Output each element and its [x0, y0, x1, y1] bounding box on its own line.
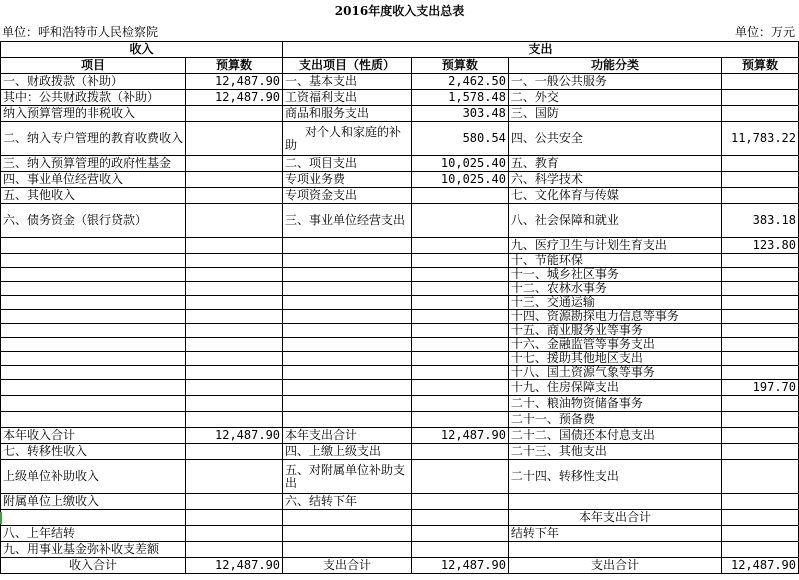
expense-budget-cell [411, 352, 508, 366]
table-row [1, 494, 799, 510]
col-expense-item: 支出项目（性质） [283, 58, 412, 74]
income-cell [1, 510, 186, 526]
expense-cell: 一、基本支出 [283, 74, 412, 90]
function-budget-cell [722, 268, 799, 282]
expense-total-cell: 本年支出合计 [283, 428, 412, 444]
income-cell [1, 238, 186, 254]
income-budget-cell [186, 444, 283, 460]
function-budget-cell [722, 412, 799, 428]
expense-cell [283, 366, 412, 380]
unit-money: 单位：万元 [734, 25, 795, 39]
function-budget-cell: 197.70 [722, 380, 799, 396]
table-row [1, 558, 799, 574]
expense-budget-cell: 10,025.40 [411, 156, 508, 172]
expense-budget-cell [411, 460, 508, 494]
function-budget-cell [722, 106, 799, 122]
income-cell: 九、用事业基金弥补收支差额 [1, 542, 186, 558]
function-budget-cell [722, 188, 799, 204]
expense-cell [283, 238, 412, 254]
income-budget-cell [186, 188, 283, 204]
function-cell: 二十、粮油物资储备事务 [508, 396, 721, 412]
expense-budget-cell [411, 188, 508, 204]
function-grand-total-cell: 支出合计 [508, 558, 721, 574]
cell-selection-marker [0, 512, 2, 524]
table-row [1, 324, 799, 338]
expense-budget-cell: 2,462.50 [411, 74, 508, 90]
function-cell: 十四、资源勘探电力信息等事务 [508, 310, 721, 324]
table-row [1, 254, 799, 268]
expense-budget-cell: 12,487.90 [411, 558, 508, 574]
function-budget-cell [722, 460, 799, 494]
function-cell: 二十四、转移性支出 [508, 460, 721, 494]
expense-budget-cell [411, 494, 508, 510]
expense-budget-cell [411, 396, 508, 412]
table-row [1, 90, 799, 106]
income-budget-cell [186, 412, 283, 428]
income-cell [1, 310, 186, 324]
table-row [1, 366, 799, 380]
expense-budget-cell [411, 380, 508, 396]
expense-cell [283, 282, 412, 296]
function-budget-cell: 123.80 [722, 238, 799, 254]
expense-budget-cell: 12,487.90 [411, 428, 508, 444]
income-cell [1, 338, 186, 352]
expense-cell: 商品和服务支出 [283, 106, 412, 122]
function-cell: 十二、农林水事务 [508, 282, 721, 296]
function-cell: 结转下年 [508, 526, 721, 542]
income-budget-cell [186, 352, 283, 366]
function-budget-cell [722, 74, 799, 90]
income-budget-cell [186, 296, 283, 310]
income-cell [1, 380, 186, 396]
income-cell [1, 352, 186, 366]
expense-cell: 专项资金支出 [283, 188, 412, 204]
function-cell: 十八、国土资源气象等事务 [508, 366, 721, 380]
income-budget-cell [186, 526, 283, 542]
expense-budget-cell [411, 412, 508, 428]
function-cell: 六、科学技术 [508, 172, 721, 188]
expense-cell [283, 380, 412, 396]
income-cell [1, 296, 186, 310]
expense-budget-cell: 10,025.40 [411, 172, 508, 188]
function-cell: 八、社会保障和就业 [508, 204, 721, 238]
income-cell [1, 254, 186, 268]
function-cell: 十三、交通运输 [508, 296, 721, 310]
table-row [1, 444, 799, 460]
function-cell [508, 542, 721, 558]
income-cell [1, 412, 186, 428]
expense-cell [283, 510, 412, 526]
expense-cell [283, 526, 412, 542]
expense-budget-cell [411, 238, 508, 254]
function-cell: 十九、住房保障支出 [508, 380, 721, 396]
income-budget-cell [186, 542, 283, 558]
col-budget2: 预算数 [411, 58, 508, 74]
expense-budget-cell [411, 366, 508, 380]
function-budget-cell [722, 428, 799, 444]
income-budget-cell [186, 204, 283, 238]
function-budget-cell: 11,783.22 [722, 122, 799, 156]
expense-budget-cell [411, 254, 508, 268]
table-row [1, 396, 799, 412]
function-budget-cell [722, 254, 799, 268]
income-budget-cell [186, 238, 283, 254]
expense-cell [283, 296, 412, 310]
income-budget-cell [186, 510, 283, 526]
expense-cell [283, 412, 412, 428]
function-cell: 三、国防 [508, 106, 721, 122]
table-row [1, 542, 799, 558]
function-budget-cell [722, 494, 799, 510]
income-budget-cell [186, 282, 283, 296]
function-cell: 九、医疗卫生与计划生育支出 [508, 238, 721, 254]
table-row [1, 380, 799, 396]
income-cell: 上级单位补助收入 [1, 460, 186, 494]
table-row [1, 352, 799, 366]
table-row [1, 268, 799, 282]
income-budget-cell [186, 366, 283, 380]
income-cell: 一、财政拨款（补助） [1, 74, 186, 90]
col-budget3: 预算数 [722, 58, 799, 74]
expense-cell [283, 542, 412, 558]
table-row [1, 338, 799, 352]
income-cell: 附属单位上缴收入 [1, 494, 186, 510]
expense-cell: 三、事业单位经营支出 [283, 204, 412, 238]
table-row [1, 238, 799, 254]
income-budget-cell [186, 324, 283, 338]
function-budget-cell [722, 282, 799, 296]
table-row [1, 412, 799, 428]
table-row [1, 526, 799, 542]
income-budget-cell [186, 338, 283, 352]
income-cell: 纳入预算管理的非税收入 [1, 106, 186, 122]
income-cell: 七、转移性收入 [1, 444, 186, 460]
expense-cell: 对个人和家庭的补助 [283, 122, 412, 156]
table-row [1, 122, 799, 156]
table-row [1, 296, 799, 310]
income-budget-cell [186, 254, 283, 268]
col-item: 项目 [1, 58, 186, 74]
expense-budget-cell [411, 444, 508, 460]
function-cell: 十一、城乡社区事务 [508, 268, 721, 282]
budget-table [0, 41, 799, 574]
table-row [1, 156, 799, 172]
function-cell: 七、文化体育与传媒 [508, 188, 721, 204]
income-budget-cell: 12,487.90 [186, 558, 283, 574]
expense-budget-cell [411, 310, 508, 324]
function-cell: 二十三、其他支出 [508, 444, 721, 460]
expense-grand-total-cell: 支出合计 [283, 558, 412, 574]
function-cell: 五、教育 [508, 156, 721, 172]
expense-cell: 工资福利支出 [283, 90, 412, 106]
table-row [1, 204, 799, 238]
function-cell: 二、外交 [508, 90, 721, 106]
income-budget-cell: 12,487.90 [186, 90, 283, 106]
income-cell: 二、纳入专户管理的教育收费收入 [1, 122, 186, 156]
expense-budget-cell: 580.54 [411, 122, 508, 156]
expense-budget-cell [411, 338, 508, 352]
income-cell [1, 268, 186, 282]
function-budget-cell [722, 366, 799, 380]
table-row [1, 188, 799, 204]
function-cell: 二十一、预备费 [508, 412, 721, 428]
table-row [1, 310, 799, 324]
income-cell: 三、纳入预算管理的政府性基金 [1, 156, 186, 172]
function-budget-cell [722, 510, 799, 526]
table-row [1, 106, 799, 122]
function-budget-cell [722, 310, 799, 324]
table-row [1, 172, 799, 188]
expense-cell [283, 324, 412, 338]
expense-cell [283, 254, 412, 268]
expense-cell: 五、对附属单位补助支出 [283, 460, 412, 494]
expense-cell: 四、上缴上级支出 [283, 444, 412, 460]
function-cell: 十、节能环保 [508, 254, 721, 268]
unit-organization: 单位：呼和浩特市人民检察院 [2, 25, 159, 39]
income-cell [1, 282, 186, 296]
function-cell: 十五、商业服务业等事务 [508, 324, 721, 338]
table-row [1, 282, 799, 296]
function-budget-cell [722, 324, 799, 338]
expense-header: 支出 [283, 42, 799, 58]
function-cell: 四、公共安全 [508, 122, 721, 156]
expense-cell [283, 338, 412, 352]
function-budget-cell [722, 156, 799, 172]
function-budget-cell [722, 396, 799, 412]
expense-cell: 六、结转下年 [283, 494, 412, 510]
income-budget-cell: 12,487.90 [186, 428, 283, 444]
income-header: 收入 [1, 42, 283, 58]
income-budget-cell [186, 122, 283, 156]
function-cell: 一、一般公共服务 [508, 74, 721, 90]
function-budget-cell [722, 526, 799, 542]
income-budget-cell [186, 268, 283, 282]
expense-budget-cell [411, 204, 508, 238]
function-budget-cell [722, 90, 799, 106]
expense-cell: 二、项目支出 [283, 156, 412, 172]
expense-budget-cell [411, 324, 508, 338]
expense-budget-cell [411, 268, 508, 282]
income-budget-cell [186, 380, 283, 396]
function-budget-cell [722, 296, 799, 310]
income-budget-cell [186, 494, 283, 510]
expense-cell [283, 268, 412, 282]
income-cell: 四、事业单位经营收入 [1, 172, 186, 188]
expense-cell [283, 396, 412, 412]
report-title: 2016年度收入支出总表 [334, 4, 465, 18]
function-budget-cell [722, 338, 799, 352]
function-cell: 十六、金融监管等事务支出 [508, 338, 721, 352]
income-cell: 其中：公共财政拨款（补助） [1, 90, 186, 106]
expense-budget-cell: 303.48 [411, 106, 508, 122]
table-row [1, 460, 799, 494]
income-total-cell: 本年收入合计 [1, 428, 186, 444]
income-budget-cell [186, 172, 283, 188]
function-budget-cell [722, 444, 799, 460]
income-budget-cell [186, 460, 283, 494]
function-budget-cell: 383.18 [722, 204, 799, 238]
income-budget-cell [186, 106, 283, 122]
income-cell: 六、债务资金（银行贷款） [1, 204, 186, 238]
function-total-cell: 本年支出合计 [508, 510, 721, 526]
col-budget: 预算数 [186, 58, 283, 74]
function-budget-cell: 12,487.90 [722, 558, 799, 574]
income-budget-cell [186, 310, 283, 324]
income-cell [1, 396, 186, 412]
income-cell: 五、其他收入 [1, 188, 186, 204]
function-budget-cell [722, 352, 799, 366]
function-budget-cell [722, 172, 799, 188]
expense-budget-cell [411, 526, 508, 542]
expense-budget-cell [411, 510, 508, 526]
expense-cell [283, 352, 412, 366]
income-budget-cell: 12,487.90 [186, 74, 283, 90]
function-cell [508, 494, 721, 510]
expense-budget-cell: 1,578.48 [411, 90, 508, 106]
table-row [1, 74, 799, 90]
table-row [1, 428, 799, 444]
income-budget-cell [186, 396, 283, 412]
function-budget-cell [722, 542, 799, 558]
expense-budget-cell [411, 542, 508, 558]
income-cell: 八、上年结转 [1, 526, 186, 542]
function-cell: 二十二、国债还本付息支出 [508, 428, 721, 444]
income-cell [1, 366, 186, 380]
expense-cell: 专项业务费 [283, 172, 412, 188]
expense-budget-cell [411, 296, 508, 310]
expense-budget-cell [411, 282, 508, 296]
expense-cell [283, 310, 412, 324]
income-grand-total-cell: 收入合计 [1, 558, 186, 574]
income-budget-cell [186, 156, 283, 172]
function-cell: 十七、援助其他地区支出 [508, 352, 721, 366]
table-row [1, 510, 799, 526]
income-cell [1, 324, 186, 338]
col-function: 功能分类 [508, 58, 721, 74]
